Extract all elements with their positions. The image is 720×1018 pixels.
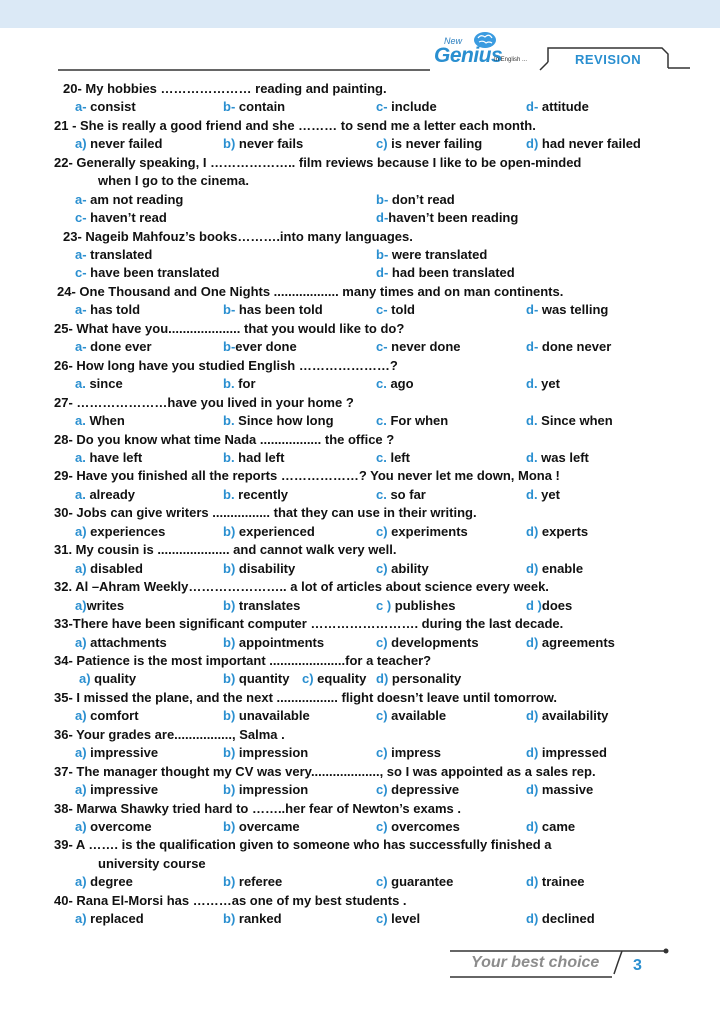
answer-option[interactable]: b- contain [223, 99, 286, 114]
answer-option[interactable]: c) ability [376, 561, 429, 576]
question-stem: 39- A ……. is the qualification given to someone who has successfully finished a [54, 837, 552, 852]
answer-option[interactable]: a. already [75, 487, 135, 502]
answer-option[interactable]: d-haven’t been reading [376, 210, 519, 225]
answer-option[interactable]: b) overcame [223, 819, 300, 834]
answer-option[interactable]: d) trainee [526, 874, 585, 889]
question-stem: 26- How long have you studied English …………………? [54, 358, 398, 373]
answer-option[interactable]: c) available [376, 708, 447, 723]
answer-option[interactable]: c- haven’t read [75, 210, 167, 225]
answer-option[interactable]: d. was left [526, 450, 589, 465]
answer-option[interactable]: b) never fails [223, 136, 304, 151]
answer-option[interactable]: c. For when [376, 413, 449, 428]
answer-option[interactable]: a. have left [75, 450, 143, 465]
answer-option[interactable]: b. for [223, 376, 256, 391]
question-stem-continuation: university course [98, 856, 206, 871]
answer-option[interactable]: a) impressive [75, 782, 159, 797]
answer-option[interactable]: b- were translated [376, 247, 488, 262]
answer-option[interactable]: c) guarantee [376, 874, 454, 889]
question-stem: 35- I missed the plane, and the next ................. flight doesn’t leave until tomorrow. [54, 690, 557, 705]
question-stem: 20- My hobbies ………………… reading and painting. [63, 81, 387, 96]
answer-option[interactable]: d) had never failed [526, 136, 641, 151]
answer-option[interactable]: d) massive [526, 782, 594, 797]
question-stem: 31. My cousin is .................... and cannot walk very well. [54, 542, 397, 557]
answer-option[interactable]: a- consist [75, 99, 136, 114]
question-stem: 38- Marwa Shawky tried hard to ……..her fear of Newton’s exams . [54, 801, 461, 816]
question-stem: 36- Your grades are................, Salma . [54, 727, 285, 742]
question-stem: 33-There have been significant computer ……………………. during the last decade. [54, 616, 564, 631]
answer-option[interactable]: c) depressive [376, 782, 460, 797]
answer-option[interactable]: a- am not reading [75, 192, 184, 207]
answer-option[interactable]: c) level [376, 911, 421, 926]
answer-option[interactable]: d) agreements [526, 635, 615, 650]
answer-option[interactable]: b) unavailable [223, 708, 310, 723]
answer-option[interactable]: a. since [75, 376, 123, 391]
answer-option[interactable]: d- was telling [526, 302, 609, 317]
question-stem: 28- Do you know what time Nada ................. the office ? [54, 432, 395, 447]
answer-option[interactable]: b) quantity [223, 671, 290, 686]
answer-option[interactable]: c- include [376, 99, 437, 114]
answer-option[interactable]: b) translates [223, 598, 301, 613]
answer-option[interactable]: a) replaced [75, 911, 144, 926]
answer-option[interactable]: d. yet [526, 487, 560, 502]
logo-new: New [444, 36, 463, 46]
answer-option[interactable]: c- told [376, 302, 415, 317]
answer-option[interactable]: c. so far [376, 487, 426, 502]
answer-option[interactable]: c) is never failing [376, 136, 483, 151]
answer-option[interactable]: a) comfort [75, 708, 139, 723]
answer-option[interactable]: a) experiences [75, 524, 166, 539]
answer-option[interactable]: b. recently [223, 487, 289, 502]
question-stem: 21 - She is really a good friend and she ……… to send me a letter each month. [54, 118, 536, 133]
answer-option[interactable]: d) experts [526, 524, 589, 539]
answer-option[interactable]: c- have been translated [75, 265, 220, 280]
question-stem: 34- Patience is the most important .....................for a teacher? [54, 653, 432, 668]
answer-option[interactable]: b) appointments [223, 635, 325, 650]
answer-option[interactable]: c) experiments [376, 524, 468, 539]
answer-option[interactable]: b- has been told [223, 302, 323, 317]
answer-option[interactable]: a) attachments [75, 635, 167, 650]
answer-option[interactable]: b) disability [223, 561, 296, 576]
answer-option[interactable]: d )does [526, 598, 573, 613]
answer-option[interactable]: a) quality [79, 671, 137, 686]
logo-tagline: In English ... [494, 57, 528, 63]
answer-option[interactable]: a- translated [75, 247, 153, 262]
answer-option[interactable]: c) impress [376, 745, 442, 760]
answer-option[interactable]: b. Since how long [223, 413, 334, 428]
question-stem: 24- One Thousand and One Nights .................. many times and on man continents. [57, 284, 564, 299]
section-title: REVISION [575, 52, 642, 67]
answer-option[interactable]: d. yet [526, 376, 560, 391]
question-stem: 29- Have you finished all the reports ………………? You never let me down, Mona ! [54, 468, 560, 483]
answer-option[interactable]: b) experienced [223, 524, 315, 539]
answer-option[interactable]: a) disabled [75, 561, 143, 576]
answer-option[interactable]: c) equality [302, 671, 367, 686]
answer-option[interactable]: b) impression [223, 782, 309, 797]
question-stem-continuation: when I go to the cinema. [98, 173, 249, 188]
answer-option[interactable]: b- don’t read [376, 192, 455, 207]
answer-option[interactable]: b) referee [223, 874, 283, 889]
answer-option[interactable]: c. left [376, 450, 410, 465]
question-stem: 27- …………………have you lived in your home ? [54, 395, 354, 410]
answer-option[interactable]: d) enable [526, 561, 584, 576]
answer-option[interactable]: b-ever done [223, 339, 297, 354]
question-stem: 32. Al –Ahram Weekly………………….. a lot of articles about science every week. [54, 579, 549, 594]
answer-option[interactable]: d- done never [526, 339, 612, 354]
answer-option[interactable]: d) impressed [526, 745, 607, 760]
answer-option[interactable]: d. Since when [526, 413, 613, 428]
answer-option[interactable]: d- attitude [526, 99, 589, 114]
answer-option[interactable]: c) developments [376, 635, 479, 650]
answer-option[interactable]: c ) publishes [376, 598, 456, 613]
question-stem: 22- Generally speaking, I ……………….. film reviews because I like to be open-minded [54, 155, 582, 170]
question-stem: 37- The manager thought my CV was very..................., so I was appointed as a sales rep. [54, 764, 596, 779]
answer-option[interactable]: a)writes [75, 598, 125, 613]
answer-option[interactable]: d) came [526, 819, 576, 834]
question-stem: 30- Jobs can give writers ................ that they can use in their writing. [54, 505, 477, 520]
answer-option[interactable]: b. had left [223, 450, 285, 465]
question-stem: 40- Rana El-Morsi has ………as one of my best students . [54, 893, 407, 908]
page-number: 3 [633, 957, 642, 974]
answer-option[interactable]: a- has told [75, 302, 141, 317]
answer-option[interactable]: d) availability [526, 708, 609, 723]
logo-genius: Genius [434, 44, 503, 67]
question-stem: 23- Nageib Mahfouz’s books……….into many languages. [63, 229, 413, 244]
answer-option[interactable]: a) overcome [75, 819, 152, 834]
answer-option[interactable]: a) degree [75, 874, 133, 889]
answer-option[interactable]: a) never failed [75, 136, 163, 151]
answer-option[interactable]: b) impression [223, 745, 309, 760]
answer-option[interactable]: a- done ever [75, 339, 152, 354]
question-stem: 25- What have you.................... that you would like to do? [54, 321, 405, 336]
answer-option[interactable]: c) overcomes [376, 819, 460, 834]
answer-option[interactable]: a. When [75, 413, 125, 428]
answer-option[interactable]: a) impressive [75, 745, 159, 760]
answer-option[interactable]: d) personality [376, 671, 462, 686]
footer-slogan: Your best choice [471, 954, 600, 971]
answer-option[interactable]: d- had been translated [376, 265, 515, 280]
answer-option[interactable]: b) ranked [223, 911, 282, 926]
answer-option[interactable]: c- never done [376, 339, 461, 354]
answer-option[interactable]: c. ago [376, 376, 414, 391]
answer-option[interactable]: d) declined [526, 911, 595, 926]
